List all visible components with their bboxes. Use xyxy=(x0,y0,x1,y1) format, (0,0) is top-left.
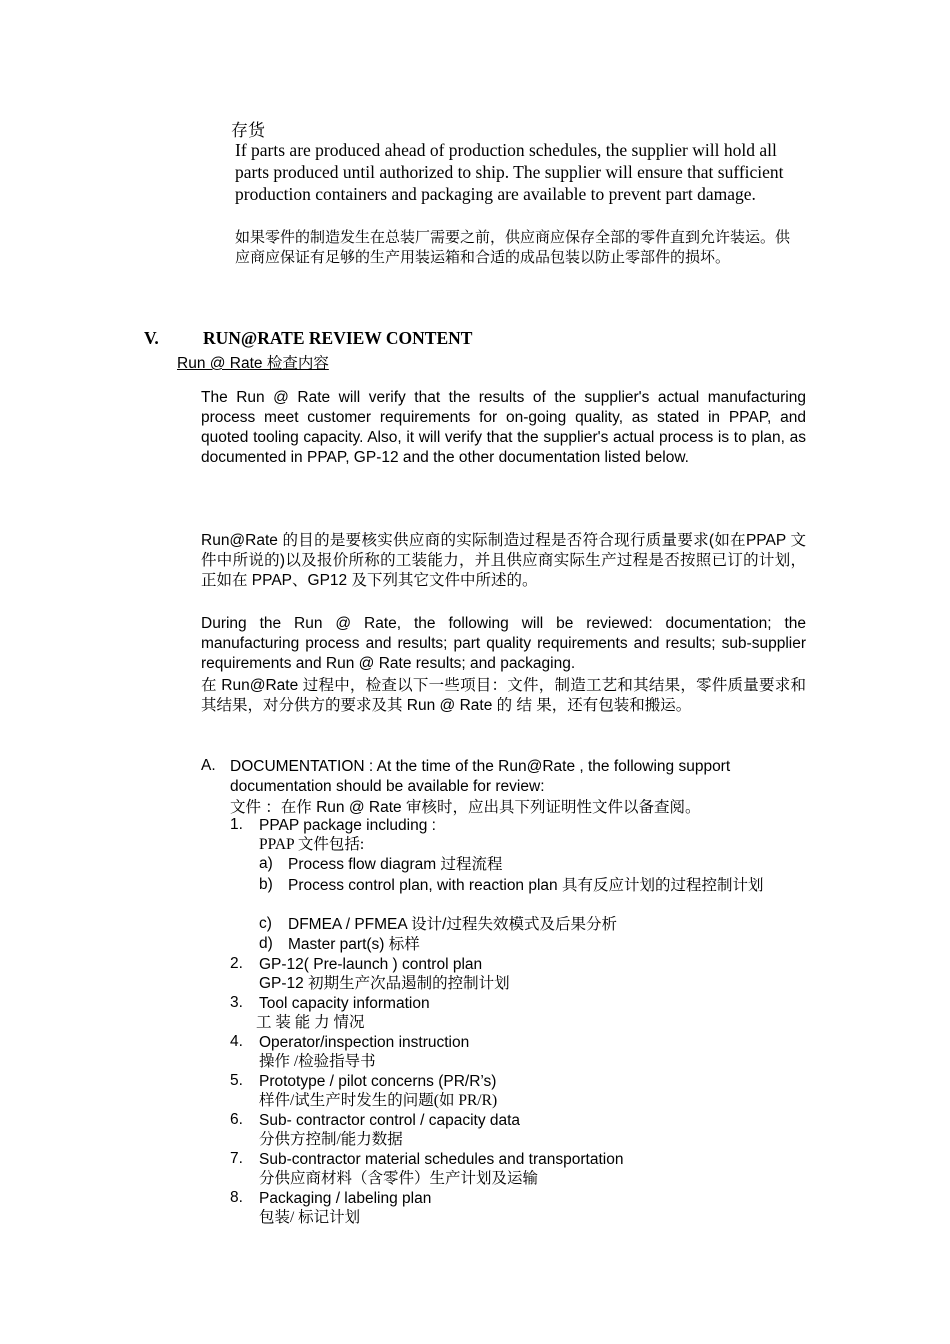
list-item-zh: 工 装 能 力 情况 xyxy=(256,1014,365,1031)
list-item-zh: 包装/ 标记计划 xyxy=(259,1209,361,1226)
sub-item-letter: d) xyxy=(259,935,273,952)
sub-item-letter: a) xyxy=(259,855,273,872)
documentation-text: DOCUMENTATION : At the time of the Run@Rate , the following support documentation should be available for review: xyxy=(230,758,731,795)
list-item-en: PPAP package including : xyxy=(259,817,436,834)
sub-item-text: Process control plan, with reaction plan 具有反应计划的过程控制计划 xyxy=(288,877,764,894)
sub-item-text: DFMEA / PFMEA 设计/过程失效模式及后果分析 xyxy=(288,916,617,933)
list-item-zh: 分供方控制/能力数据 xyxy=(259,1131,403,1148)
list-item-number: 6. xyxy=(230,1111,243,1128)
list-item-en: Sub-contractor material schedules and transportation xyxy=(259,1151,624,1168)
list-item-en: Operator/inspection instruction xyxy=(259,1034,470,1051)
section-subtitle: Run @ Rate 检查内容 xyxy=(177,355,329,372)
list-item-number: 8. xyxy=(230,1189,243,1206)
list-item-zh: 操作 /检验指导书 xyxy=(259,1053,376,1070)
sub-item-text: Master part(s) 标样 xyxy=(288,936,420,953)
list-item-zh: PPAP 文件包括: xyxy=(259,836,365,853)
list-item-number: 5. xyxy=(230,1072,243,1089)
inventory-text-zh: 如果零件的制造发生在总装厂需要之前，供应商应保存全部的零件直到允许装运。供应商应保证有足够的生产用装运箱和合适的成品包装以防止零部件的损坏。 xyxy=(235,230,791,266)
documentation-text-zh: 文件 ：在作 Run @ Rate 审核时，应出具下列证明性文件以备查阅。 xyxy=(230,799,701,816)
list-item-number: 1. xyxy=(230,816,243,833)
list-item-number: 3. xyxy=(230,994,243,1011)
paragraph-review-zh: 在 Run@Rate 过程中，检查以下一些项目：文件，制造工艺和其结果，零件质量要求和其结果，对分供方的要求及其 Run @ Rate 的 结 果，还有包装和搬运。 xyxy=(201,677,806,714)
inventory-title: 存货 xyxy=(231,121,265,140)
list-item-zh: GP-12 初期生产次品遏制的控制计划 xyxy=(259,975,510,992)
inventory-text-en: If parts are produced ahead of production schedules, the supplier will hold all parts produced until authorized to ship. The supplier will ensure that sufficient production containers and packaging are available to prevent part damage. xyxy=(235,140,784,204)
list-item-zh: 分供应商材料（含零件）生产计划及运输 xyxy=(259,1170,539,1187)
list-item-en: Tool capacity information xyxy=(259,995,430,1012)
list-item-number: 4. xyxy=(230,1033,243,1050)
sub-item-letter: b) xyxy=(259,876,273,893)
paragraph-purpose-zh: Run@Rate 的目的是要核实供应商的实际制造过程是否符合现行质量要求(如在PPAP 文件中所说的)以及报价所称的工装能力，并且供应商实际生产过程是否按照已订的计划，正如在 PPAP、GP12 及下列其它文件中所述的。 xyxy=(201,532,806,589)
list-item-number: 7. xyxy=(230,1150,243,1167)
list-item-number: 2. xyxy=(230,955,243,972)
sub-item-letter: c) xyxy=(259,915,272,932)
documentation-label: A. xyxy=(201,757,216,774)
list-item-en: Sub- contractor control / capacity data xyxy=(259,1112,521,1129)
sub-item-text: Process flow diagram 过程流程 xyxy=(288,856,503,873)
section-title: RUN@RATE REVIEW CONTENT xyxy=(203,328,473,348)
paragraph-review-en: During the Run @ Rate, the following will be reviewed: documentation; the manufacturing process and results; part quality requirements and results; sub-supplier requirements and Run @ Rate results; and packaging. xyxy=(201,615,806,672)
list-item-en: Prototype / pilot concerns (PR/R’s) xyxy=(259,1073,497,1090)
list-item-zh: 样件/试生产时发生的问题(如 PR/R) xyxy=(259,1092,498,1109)
list-item-en: GP-12( Pre-launch ) control plan xyxy=(259,956,483,973)
paragraph-purpose-en: The Run @ Rate will verify that the results of the supplier's actual manufacturing process meet customer requirements for on-going quality, as stated in PPAP, and quoted tooling capacity. Also, it will verify that the supplier's actual process is to plan, as documented in PPAP, GP-12 and the other documentation listed below. xyxy=(201,389,806,466)
section-number: V. xyxy=(144,328,159,348)
list-item-en: Packaging / labeling plan xyxy=(259,1190,432,1207)
